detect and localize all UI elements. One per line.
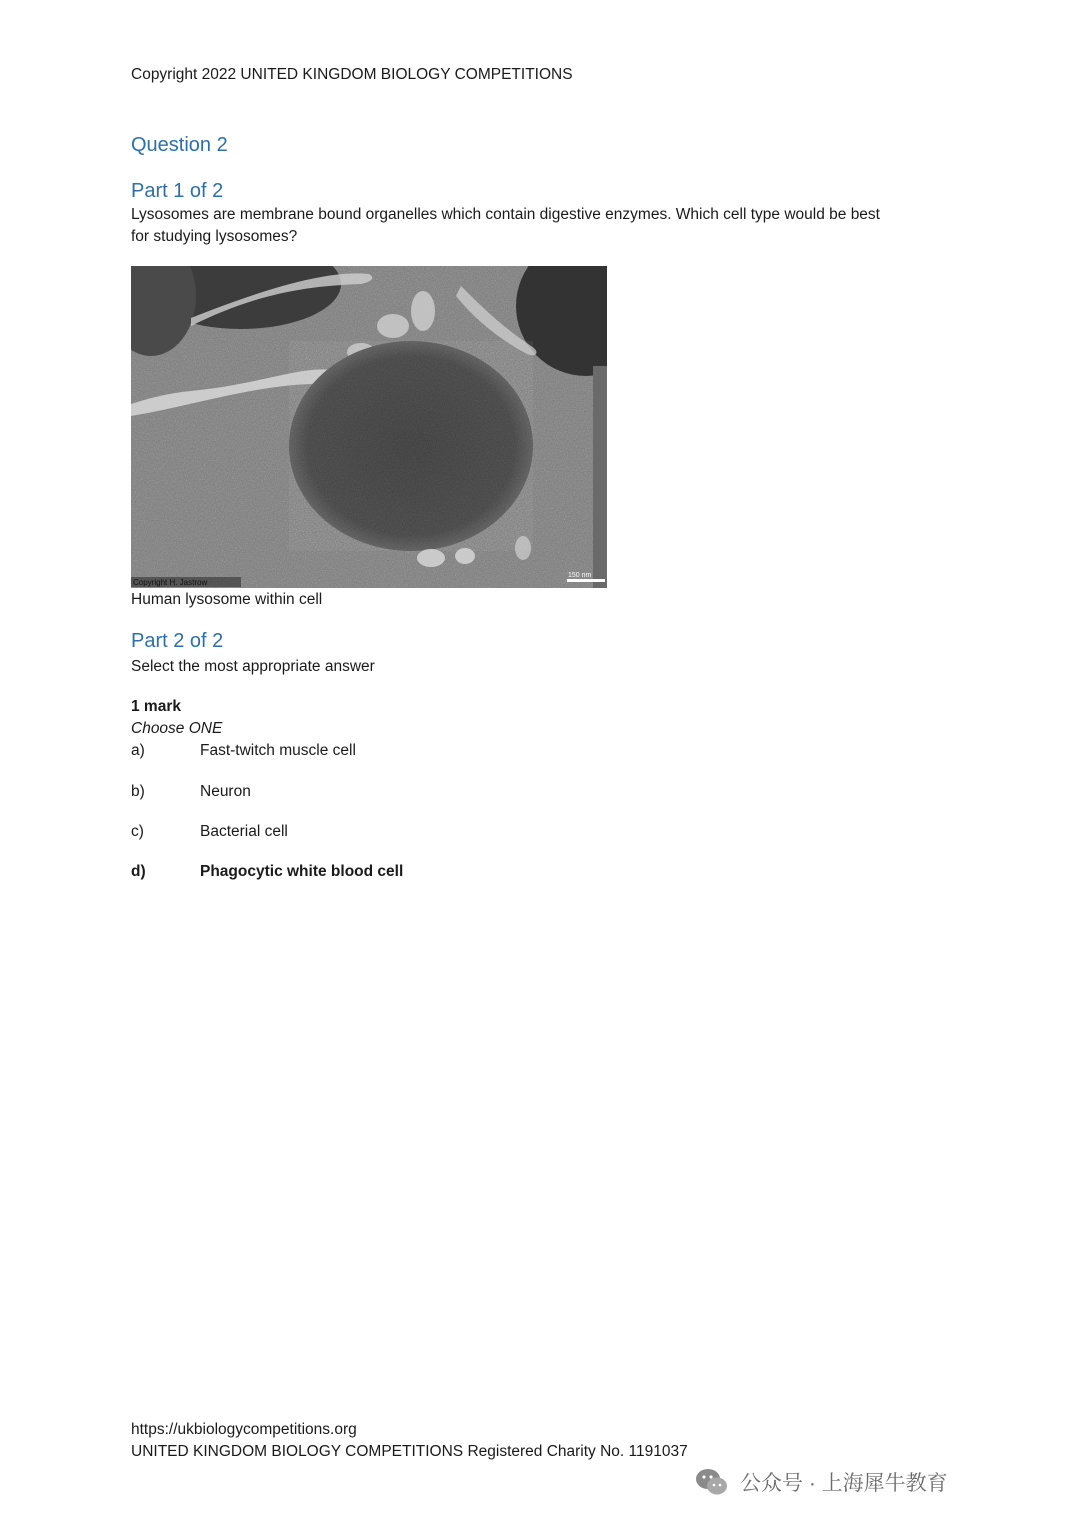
footer-charity: UNITED KINGDOM BIOLOGY COMPETITIONS Registered Charity No. 1191037 [131,1443,688,1460]
part2-instruction: Select the most appropriate answer [131,658,375,675]
option-text: Neuron [200,783,251,800]
answer-option-c[interactable] [0,821,1080,845]
lysosome-micrograph [131,266,607,588]
question-title: Question 2 [131,134,228,156]
micrograph-drawing [131,266,607,588]
option-letter: c) [131,823,144,840]
footer-url[interactable]: https://ukbiologycompetitions.org [131,1421,357,1438]
option-letter: a) [131,742,145,759]
option-letter: d) [131,863,146,880]
marks-label: 1 mark [131,698,181,715]
wechat-icon [694,1466,730,1498]
part2-heading: Part 2 of 2 [131,630,224,652]
figure-caption: Human lysosome within cell [131,591,323,608]
answer-option-a[interactable] [0,740,1080,764]
micrograph-credit: Copyright H. Jastrow [133,578,208,587]
page-header-copyright: Copyright 2022 UNITED KINGDOM BIOLOGY COMPETITIONS [131,66,573,83]
option-letter: b) [131,783,145,800]
question-text-line1: Lysosomes are membrane bound organelles which contain digestive enzymes. Which cell type would be best [131,206,880,223]
answer-option-b[interactable] [0,781,1080,805]
scale-bar-label: 150 nm [568,572,592,579]
option-text: Fast-twitch muscle cell [200,742,356,759]
question-text-line2: for studying lysosomes? [131,228,298,245]
option-text: Phagocytic white blood cell [200,863,404,880]
answer-option-d[interactable] [0,861,1080,885]
option-text: Bacterial cell [200,823,288,840]
choose-instruction: Choose ONE [131,720,223,737]
part1-heading: Part 1 of 2 [131,180,224,202]
watermark-text: 公众号 · 上海犀牛教育 [740,1472,948,1495]
